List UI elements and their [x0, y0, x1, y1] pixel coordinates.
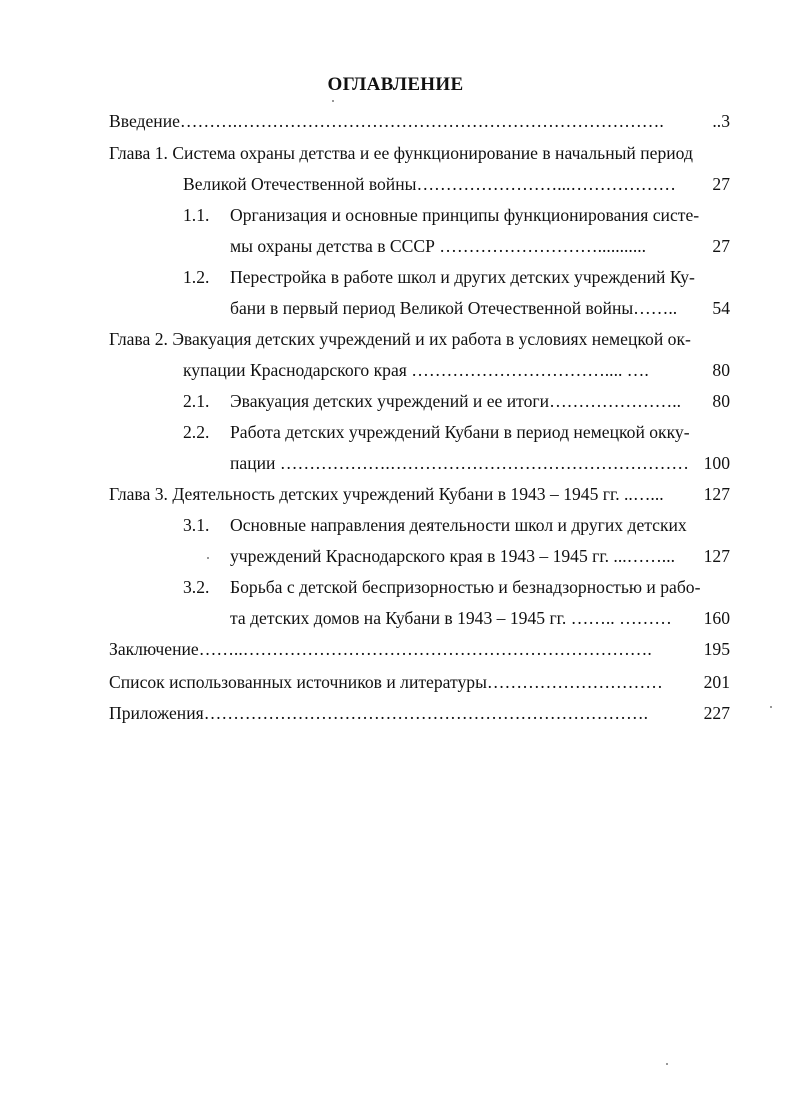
- toc-page-number: 54: [712, 298, 730, 318]
- toc-entry-label: Введение: [109, 111, 180, 131]
- toc-page-number: 160: [703, 608, 730, 628]
- toc-entry-label: учреждений Краснодарского края в 1943 – 1945 гг. ...……...: [230, 546, 675, 566]
- toc-chapter-2-line2: [183, 359, 730, 381]
- toc-entry-label: Список использованных источников и литературы: [109, 672, 487, 692]
- toc-section-3-2-line2: [230, 607, 730, 629]
- scan-speck: [332, 100, 334, 102]
- toc-entry-label: купации Краснодарского края …………………………….... ….: [183, 360, 649, 380]
- toc-page-number: 80: [712, 360, 730, 380]
- toc-page-number: 27: [712, 174, 730, 194]
- toc-entry-label: Глава 3. Деятельность детских учреждений Кубани в 1943 – 1945 гг. ..…...: [109, 484, 664, 504]
- toc-section-number: 3.1.: [183, 515, 210, 535]
- toc-section-1-2-line1: Перестройка в работе школ и других детских учреждений Ку-: [230, 267, 695, 287]
- toc-page-number: 127: [703, 546, 730, 566]
- toc-section-2-1: [230, 390, 730, 412]
- toc-page-number: 227: [703, 703, 730, 723]
- toc-page-number: ..3: [712, 111, 730, 131]
- toc-page-number: 127: [703, 484, 730, 504]
- scan-speck: [770, 706, 772, 708]
- toc-page-number: 195: [703, 639, 730, 659]
- toc-section-number: 1.1.: [183, 205, 210, 225]
- scan-speck: [666, 1063, 668, 1065]
- toc-entry-label: Эвакуация детских учреждений и ее итоги…………………..: [230, 391, 682, 411]
- toc-section-1-2-line2: [230, 297, 730, 319]
- toc-page-number: 201: [703, 672, 730, 692]
- toc-section-1-1-line1: Организация и основные принципы функционирования систе-: [230, 205, 700, 225]
- scan-speck: [207, 557, 209, 559]
- toc-entry-appendix: [109, 702, 730, 724]
- toc-page-number: 100: [703, 453, 730, 473]
- toc-leader-dots: …………………………: [486, 672, 663, 692]
- toc-section-1-1-line2: [230, 235, 730, 257]
- toc-chapter-1-line2: [183, 173, 730, 195]
- toc-entry-label: Великой Отечественной войны……………………...………………: [183, 174, 676, 194]
- toc-section-2-2-line2: [230, 452, 730, 474]
- toc-section-number: 2.1.: [183, 391, 210, 411]
- toc-section-3-1-line2: [230, 545, 730, 567]
- toc-page-number: 80: [712, 391, 730, 411]
- toc-page-number: 27: [712, 236, 730, 256]
- toc-entry-label: Приложения: [109, 703, 204, 723]
- toc-title: ОГЛАВЛЕНИЕ: [327, 74, 464, 95]
- toc-entry-sources: [109, 671, 730, 693]
- toc-chapter-2-line1: Глава 2. Эвакуация детских учреждений и их работа в условиях немецкой ок-: [109, 329, 691, 349]
- toc-entry-intro: [109, 110, 730, 132]
- toc-entry-label: бани в первый период Великой Отечественной войны……..: [230, 298, 678, 318]
- toc-entry-conclusion: [109, 638, 730, 660]
- toc-leader-dots: ……….……………………………………………………………….: [179, 111, 664, 131]
- toc-chapter-1-line1: Глава 1. Система охраны детства и ее функционирование в начальный период: [109, 143, 693, 163]
- toc-leader-dots: ………………………………………………………………….: [203, 703, 648, 723]
- toc-entry-label: пации ……………….……………………………………………: [230, 453, 689, 473]
- toc-entry-label: Заключение: [109, 639, 199, 659]
- toc-chapter-3: [109, 483, 730, 505]
- toc-section-2-2-line1: Работа детских учреждений Кубани в период немецкой окку-: [230, 422, 690, 442]
- toc-section-3-1-line1: Основные направления деятельности школ и других детских: [230, 515, 687, 535]
- toc-entry-label: та детских домов на Кубани в 1943 – 1945 гг. …….. ………: [230, 608, 672, 628]
- toc-section-number: 3.2.: [183, 577, 210, 597]
- toc-section-number: 1.2.: [183, 267, 210, 287]
- toc-leader-dots: ……..…………………………………………………………….: [198, 639, 652, 659]
- toc-section-number: 2.2.: [183, 422, 210, 442]
- toc-section-3-2-line1: Борьба с детской беспризорностью и безнадзорностью и рабо-: [230, 577, 701, 597]
- toc-entry-label: мы охраны детства в СССР ………………………...........: [230, 236, 647, 256]
